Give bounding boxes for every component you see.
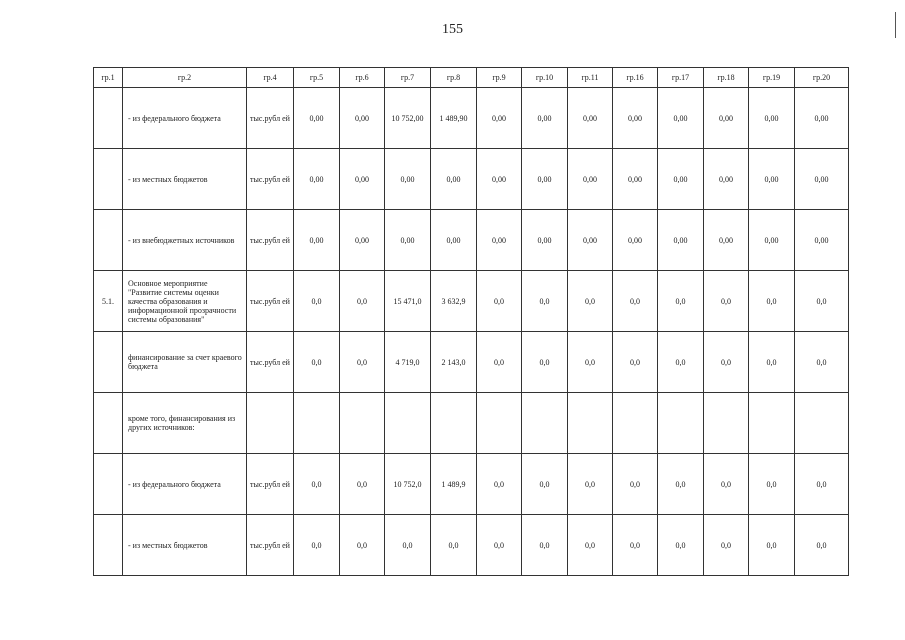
value-cell <box>431 393 477 454</box>
value-cell <box>749 393 795 454</box>
value-cell: 0,00 <box>749 88 795 149</box>
value-cell <box>477 393 522 454</box>
header-row <box>94 68 849 88</box>
value-cell: 0,0 <box>477 271 522 332</box>
column-header: гр.11 <box>568 68 613 88</box>
value-cell: 0,0 <box>749 515 795 576</box>
column-header: гр.5 <box>294 68 340 88</box>
description-cell: - из федерального бюджета <box>123 454 247 515</box>
unit-cell: тыс.рубл ей <box>247 454 294 515</box>
column-header: гр.10 <box>522 68 568 88</box>
value-cell: 10 752,0 <box>385 454 431 515</box>
value-cell: 0,00 <box>340 149 385 210</box>
value-cell: 0,00 <box>568 210 613 271</box>
value-cell: 0,0 <box>658 515 704 576</box>
value-cell: 0,00 <box>522 88 568 149</box>
value-cell: 0,0 <box>568 515 613 576</box>
value-cell: 0,0 <box>477 515 522 576</box>
column-header: гр.9 <box>477 68 522 88</box>
value-cell: 0,0 <box>704 271 749 332</box>
value-cell: 0,0 <box>522 271 568 332</box>
description-cell: - из внебюджетных источников <box>123 210 247 271</box>
value-cell: 0,00 <box>704 88 749 149</box>
value-cell: 0,0 <box>522 454 568 515</box>
value-cell: 0,0 <box>613 332 658 393</box>
value-cell: 0,00 <box>294 88 340 149</box>
value-cell: 0,0 <box>522 332 568 393</box>
row-number-cell <box>94 210 123 271</box>
unit-cell <box>247 393 294 454</box>
value-cell: 0,0 <box>613 454 658 515</box>
value-cell: 0,0 <box>340 271 385 332</box>
value-cell: 0,00 <box>477 88 522 149</box>
value-cell: 0,00 <box>340 88 385 149</box>
value-cell: 15 471,0 <box>385 271 431 332</box>
value-cell: 0,0 <box>749 332 795 393</box>
value-cell: 0,00 <box>704 149 749 210</box>
value-cell <box>704 393 749 454</box>
value-cell <box>613 393 658 454</box>
table-row <box>94 149 849 210</box>
value-cell: 0,0 <box>477 332 522 393</box>
column-header: гр.19 <box>749 68 795 88</box>
value-cell: 0,00 <box>704 210 749 271</box>
value-cell: 0,00 <box>294 149 340 210</box>
value-cell: 0,00 <box>385 149 431 210</box>
table-row <box>94 210 849 271</box>
value-cell: 4 719,0 <box>385 332 431 393</box>
table-body <box>94 88 849 576</box>
value-cell: 0,00 <box>477 149 522 210</box>
value-cell: 0,00 <box>795 149 849 210</box>
column-header: гр.8 <box>431 68 477 88</box>
value-cell: 0,0 <box>749 454 795 515</box>
value-cell: 0,00 <box>431 210 477 271</box>
description-cell: - из местных бюджетов <box>123 149 247 210</box>
value-cell: 1 489,90 <box>431 88 477 149</box>
value-cell: 0,0 <box>385 515 431 576</box>
value-cell: 0,00 <box>522 149 568 210</box>
value-cell: 0,00 <box>340 210 385 271</box>
value-cell <box>522 393 568 454</box>
value-cell: 0,0 <box>568 332 613 393</box>
unit-cell: тыс.рубл ей <box>247 210 294 271</box>
value-cell: 0,00 <box>568 149 613 210</box>
value-cell <box>340 393 385 454</box>
table-row <box>94 88 849 149</box>
page-number: 155 <box>442 22 463 37</box>
value-cell: 0,00 <box>613 210 658 271</box>
value-cell: 0,0 <box>294 515 340 576</box>
description-cell: финансирование за счет краевого бюджета <box>123 332 247 393</box>
description-cell: Основное мероприятие "Развитие системы оценки качества образования и информационной прозрачности системы образования" <box>123 271 247 332</box>
value-cell <box>385 393 431 454</box>
table-row <box>94 271 849 332</box>
unit-cell: тыс.рубл ей <box>247 88 294 149</box>
value-cell: 0,00 <box>658 149 704 210</box>
value-cell: 0,0 <box>795 515 849 576</box>
column-header: гр.4 <box>247 68 294 88</box>
column-header: гр.6 <box>340 68 385 88</box>
value-cell: 0,00 <box>385 210 431 271</box>
description-cell: - из местных бюджетов <box>123 515 247 576</box>
value-cell: 0,00 <box>795 88 849 149</box>
value-cell <box>294 393 340 454</box>
value-cell: 0,00 <box>522 210 568 271</box>
value-cell: 0,0 <box>613 271 658 332</box>
table-row <box>94 454 849 515</box>
value-cell: 0,0 <box>294 454 340 515</box>
row-number-cell <box>94 149 123 210</box>
value-cell <box>658 393 704 454</box>
value-cell: 0,0 <box>658 271 704 332</box>
value-cell: 0,00 <box>294 210 340 271</box>
value-cell <box>568 393 613 454</box>
value-cell: 0,0 <box>704 454 749 515</box>
column-header: гр.2 <box>123 68 247 88</box>
unit-cell: тыс.рубл ей <box>247 271 294 332</box>
value-cell: 0,0 <box>568 454 613 515</box>
unit-cell: тыс.рубл ей <box>247 149 294 210</box>
value-cell: 0,00 <box>613 149 658 210</box>
column-header: гр.18 <box>704 68 749 88</box>
value-cell: 0,0 <box>340 332 385 393</box>
value-cell: 0,00 <box>658 210 704 271</box>
row-number-cell <box>94 393 123 454</box>
value-cell: 0,0 <box>658 454 704 515</box>
value-cell: 0,0 <box>704 332 749 393</box>
value-cell: 0,0 <box>568 271 613 332</box>
column-header: гр.20 <box>795 68 849 88</box>
value-cell: 10 752,00 <box>385 88 431 149</box>
value-cell: 0,00 <box>613 88 658 149</box>
table-row <box>94 515 849 576</box>
value-cell: 0,0 <box>340 515 385 576</box>
column-header: гр.16 <box>613 68 658 88</box>
value-cell: 0,0 <box>795 271 849 332</box>
column-header: гр.1 <box>94 68 123 88</box>
value-cell: 0,00 <box>749 210 795 271</box>
value-cell: 3 632,9 <box>431 271 477 332</box>
description-cell: - из федерального бюджета <box>123 88 247 149</box>
value-cell: 0,0 <box>658 332 704 393</box>
row-number-cell: 5.1. <box>94 271 123 332</box>
value-cell: 0,0 <box>431 515 477 576</box>
value-cell: 2 143,0 <box>431 332 477 393</box>
row-number-cell <box>94 515 123 576</box>
unit-cell: тыс.рубл ей <box>247 515 294 576</box>
value-cell: 0,00 <box>477 210 522 271</box>
value-cell: 0,0 <box>704 515 749 576</box>
value-cell: 0,0 <box>294 271 340 332</box>
table-row <box>94 332 849 393</box>
table-header <box>94 68 849 88</box>
value-cell: 0,00 <box>658 88 704 149</box>
description-cell: кроме того, финансирования из других источников: <box>123 393 247 454</box>
value-cell: 0,0 <box>795 454 849 515</box>
table-row <box>94 393 849 454</box>
edge-mark <box>895 12 896 38</box>
value-cell: 0,0 <box>795 332 849 393</box>
value-cell: 0,0 <box>749 271 795 332</box>
value-cell: 0,00 <box>795 210 849 271</box>
value-cell: 0,00 <box>431 149 477 210</box>
budget-table <box>93 67 849 576</box>
row-number-cell <box>94 454 123 515</box>
value-cell: 0,00 <box>749 149 795 210</box>
value-cell: 0,00 <box>568 88 613 149</box>
row-number-cell <box>94 332 123 393</box>
column-header: гр.7 <box>385 68 431 88</box>
value-cell: 0,0 <box>613 515 658 576</box>
unit-cell: тыс.рубл ей <box>247 332 294 393</box>
row-number-cell <box>94 88 123 149</box>
column-header: гр.17 <box>658 68 704 88</box>
value-cell: 0,0 <box>522 515 568 576</box>
value-cell: 0,0 <box>340 454 385 515</box>
value-cell <box>795 393 849 454</box>
value-cell: 1 489,9 <box>431 454 477 515</box>
value-cell: 0,0 <box>294 332 340 393</box>
value-cell: 0,0 <box>477 454 522 515</box>
